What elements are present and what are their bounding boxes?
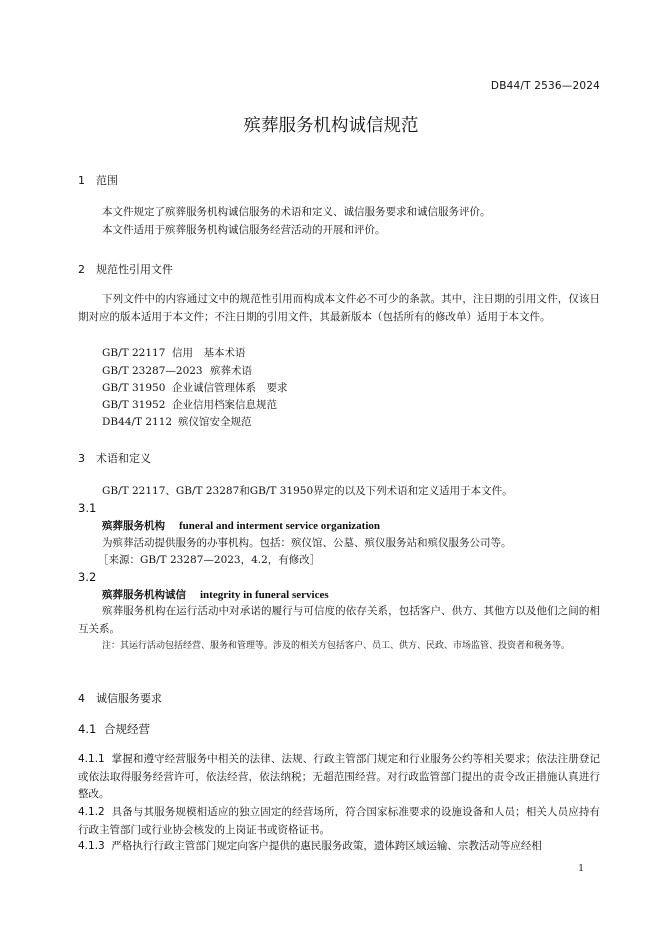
standard-code: DB44/T 2536—2024 bbox=[490, 80, 600, 92]
paragraph: GB/T 22117、GB/T 23287和GB/T 31950界定的以及下列术语和定义适用于本文件。 bbox=[102, 485, 513, 497]
term-definition: 殡葬服务机构在运行活动中对承诺的履行与可信度的依存关系，包括客户、供方、其他方以及他们之间的相互关系。 bbox=[78, 605, 600, 635]
clause-number: 4.1.2 bbox=[78, 806, 105, 818]
clause-text: 具备与其服务规模相适应的独立固定的经营场所，符合国家标准要求的设施设备和人员；相关人员应持有行政主管部门或行业协会核发的上岗证书或资格证书。 bbox=[78, 806, 600, 836]
section-title: 范围 bbox=[96, 174, 118, 187]
reference-code: GB/T 31950 bbox=[102, 382, 166, 394]
section-number: 2 bbox=[78, 263, 85, 276]
reference-code: GB/T 31952 bbox=[102, 399, 166, 411]
clause bbox=[78, 838, 600, 856]
section-2-heading bbox=[78, 261, 173, 277]
reference-code: GB/T 23287—2023 bbox=[102, 365, 203, 377]
reference-title: 企业诚信管理体系 要求 bbox=[172, 382, 288, 394]
paragraph: 下列文件中的内容通过文中的规范性引用而构成本文件必不可少的条款。其中，注日期的引用文件，仅该日期对应的版本适用于本文件；不注日期的引用文件，其最新版本（包括所有的修改单）适用于本文件。 bbox=[78, 293, 600, 323]
term-number: 3.2 bbox=[78, 570, 97, 584]
reference-item bbox=[102, 414, 252, 429]
reference-title: 信用 基本术语 bbox=[172, 347, 246, 359]
page-number: 1 bbox=[578, 864, 584, 874]
reference-title: 殡仪馆安全规范 bbox=[178, 416, 252, 428]
clause-number: 4.1.3 bbox=[78, 840, 105, 852]
paragraph: 本文件适用于殡葬服务机构诚信服务经营活动的开展和评价。 bbox=[102, 224, 386, 236]
term-zh: 殡葬服务机构诚信 bbox=[102, 589, 186, 601]
term-number: 3.1 bbox=[78, 501, 97, 515]
clause bbox=[78, 804, 600, 839]
section-number: 1 bbox=[78, 174, 85, 187]
paragraph: 本文件规定了殡葬服务机构诚信服务的术语和定义、诚信服务要求和诚信服务评价。 bbox=[102, 206, 491, 218]
term-en: funeral and interment service organization bbox=[179, 520, 381, 532]
term-zh: 殡葬服务机构 bbox=[102, 520, 165, 532]
term-title bbox=[102, 518, 380, 533]
section-1-heading bbox=[78, 172, 118, 188]
document-title: 殡葬服务机构诚信规范 bbox=[243, 116, 419, 136]
section-3-heading bbox=[78, 450, 151, 466]
clause bbox=[78, 751, 600, 804]
section-title: 规范性引用文件 bbox=[96, 263, 173, 276]
clause-number: 4.1.1 bbox=[78, 753, 105, 765]
term-title bbox=[102, 587, 329, 602]
reference-item bbox=[102, 345, 246, 360]
clause-text: 严格执行行政主管部门规定向客户提供的惠民服务政策，遗体跨区域运输、宗教活动等应经相 bbox=[111, 840, 542, 852]
term-source: ［来源：GB/T 23287—2023，4.2，有修改］ bbox=[98, 554, 321, 566]
subsection-title: 合规经营 bbox=[104, 722, 150, 736]
subsection-4-1-heading bbox=[78, 721, 150, 737]
reference-item bbox=[102, 397, 277, 412]
reference-item bbox=[102, 380, 288, 395]
note-label: 注： bbox=[102, 641, 121, 651]
section-number: 4 bbox=[78, 692, 85, 705]
clause-text: 掌握和遵守经营服务中相关的法律、法规、行政主管部门规定和行业服务公约等相关要求；依法注册登记或依法取得服务经营许可，依法经营，依法纳税；无超范围经营。对行政监管部门提出的责令改正措施认真进行整改。 bbox=[78, 753, 600, 800]
reference-title: 殡葬术语 bbox=[210, 365, 252, 377]
section-title: 诚信服务要求 bbox=[96, 692, 162, 705]
section-4-heading bbox=[78, 690, 162, 706]
term-definition: 为殡葬活动提供服务的办事机构。包括：殡仪馆、公墓、殡仪服务站和殡仪服务公司等。 bbox=[102, 537, 512, 549]
subsection-number: 4.1 bbox=[78, 722, 97, 736]
reference-item bbox=[102, 363, 252, 378]
section-number: 3 bbox=[78, 452, 85, 465]
term-en: integrity in funeral services bbox=[200, 589, 329, 601]
reference-title: 企业信用档案信息规范 bbox=[172, 399, 277, 411]
note bbox=[102, 639, 600, 655]
section-title: 术语和定义 bbox=[96, 452, 151, 465]
reference-code: GB/T 22117 bbox=[102, 347, 166, 359]
reference-code: DB44/T 2112 bbox=[102, 416, 173, 428]
note-text: 其运行活动包括经营、服务和管理等。涉及的相关方包括客户、员工、供方、民政、市场监管、投资者和税务等。 bbox=[120, 641, 571, 651]
